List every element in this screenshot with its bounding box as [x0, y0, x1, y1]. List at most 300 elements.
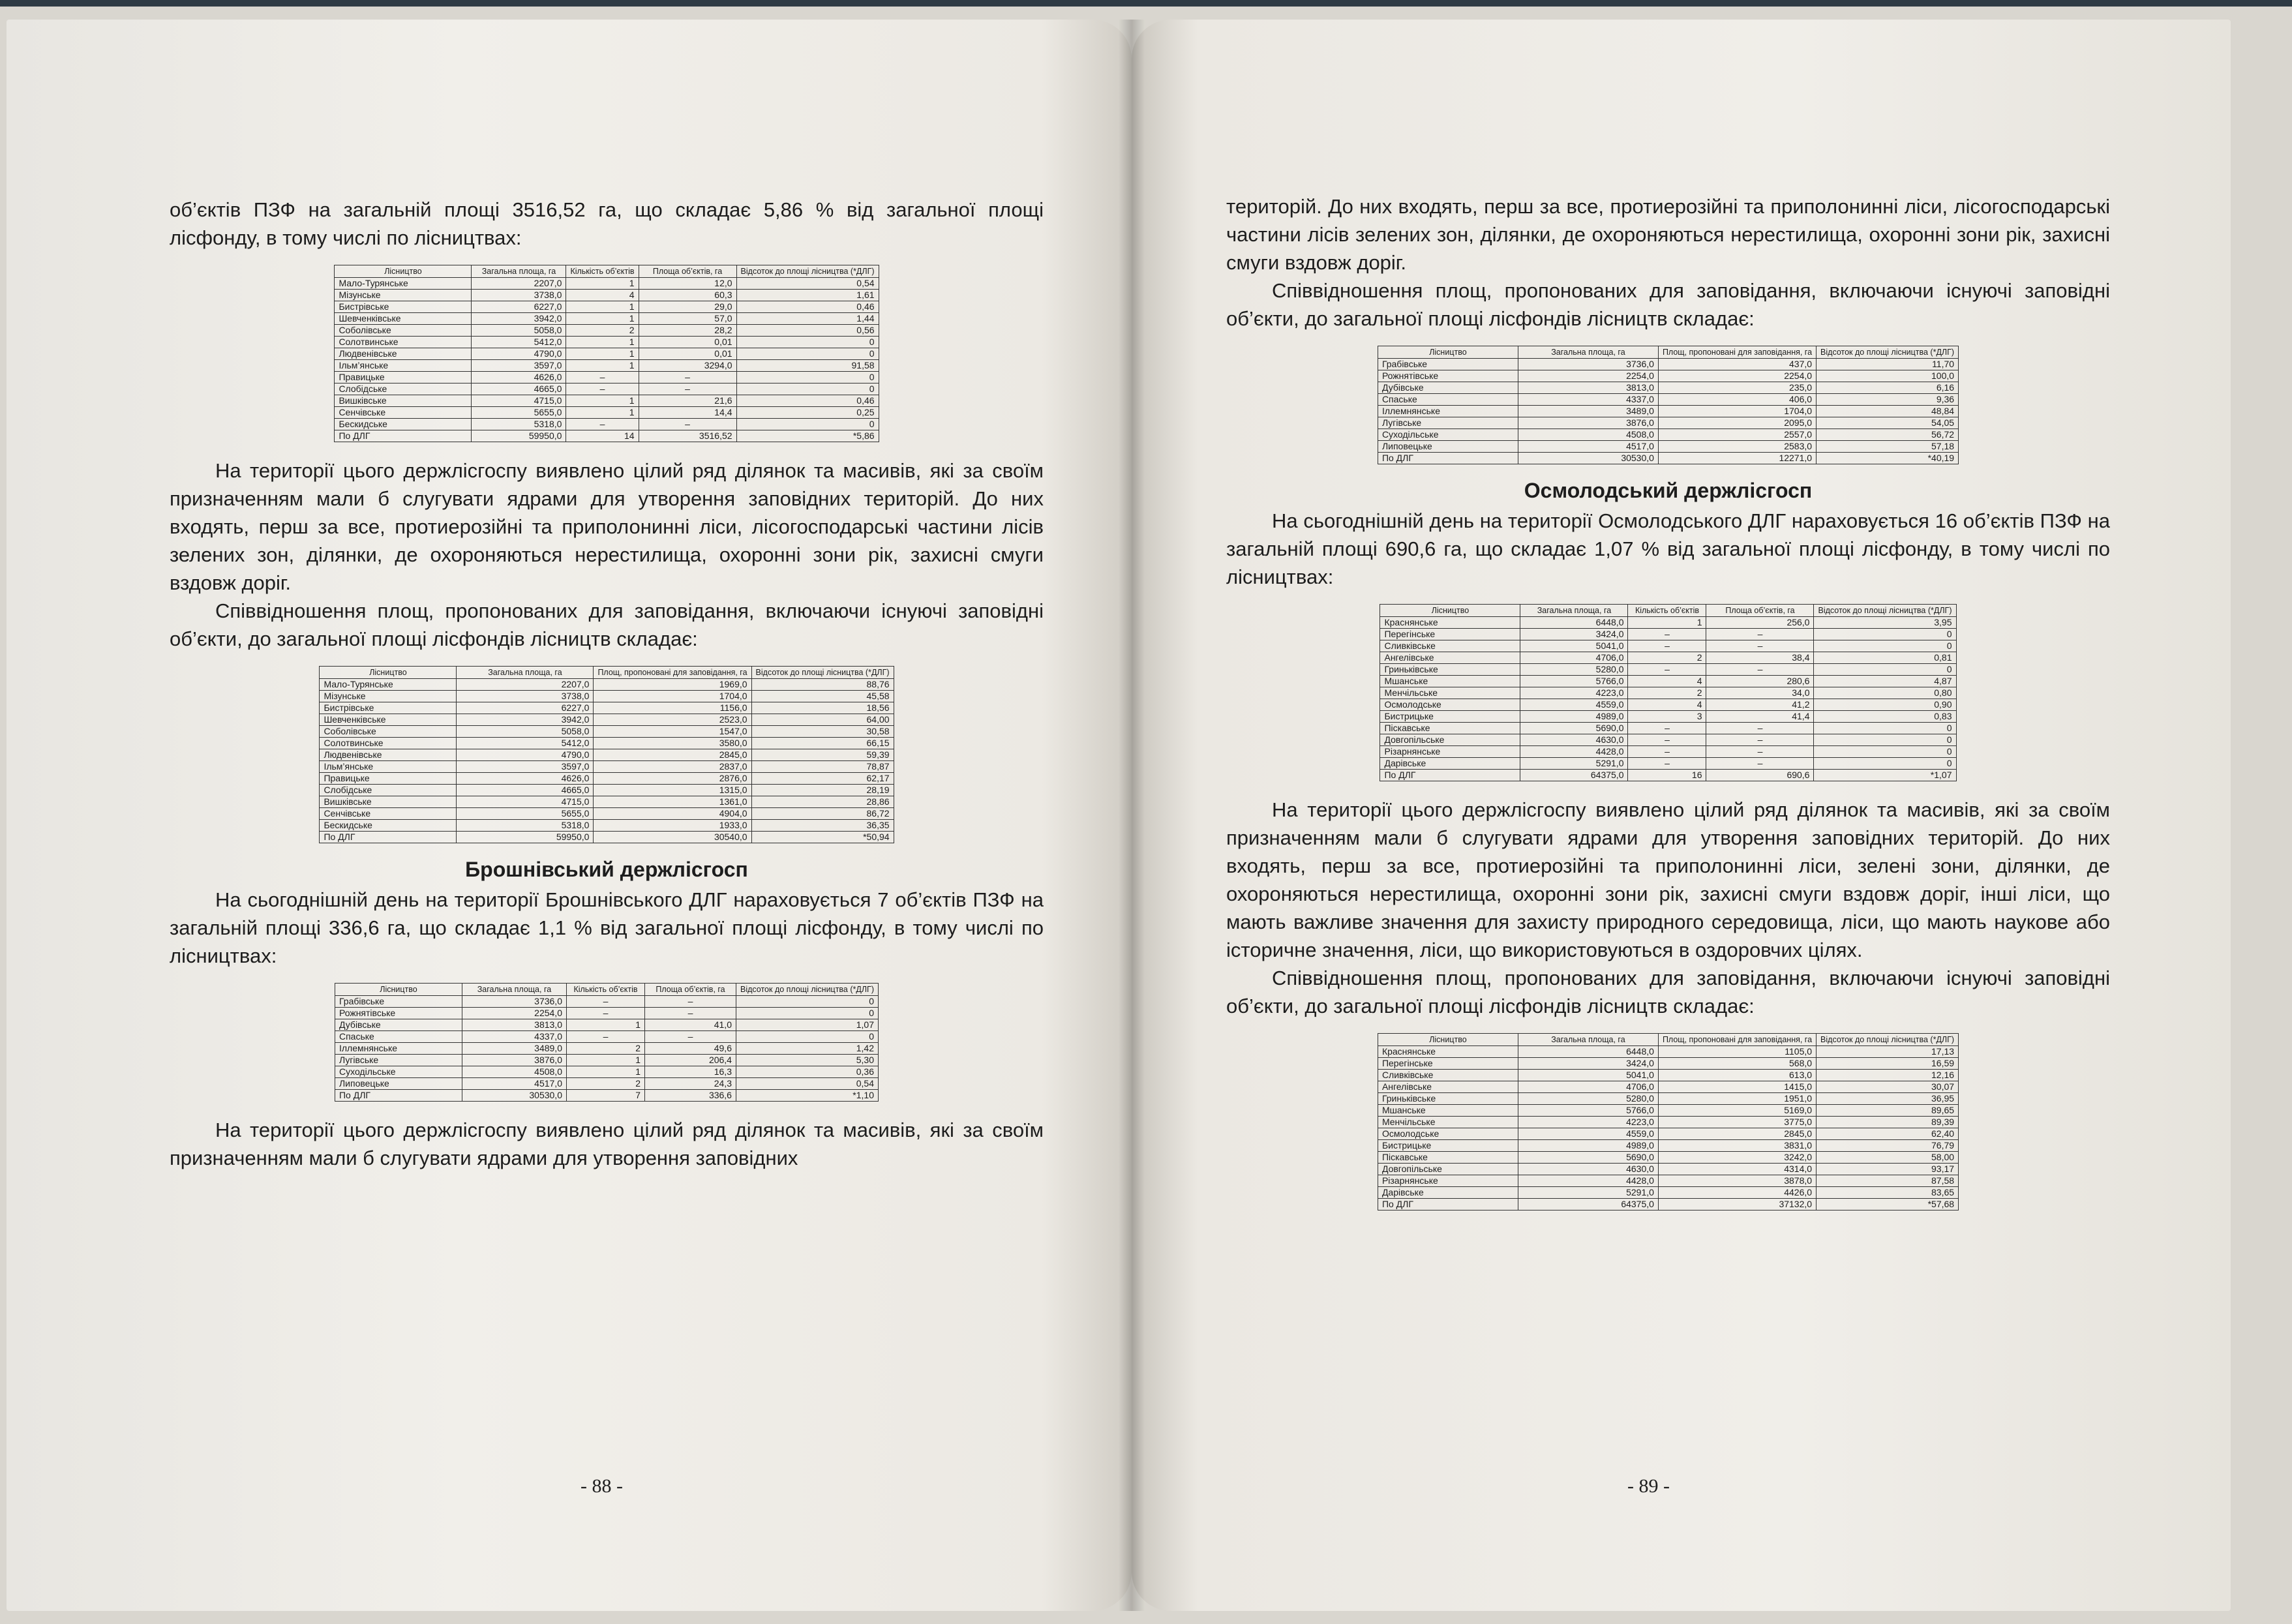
table-cell: 2: [1628, 652, 1706, 664]
table-cell: 0,25: [736, 407, 879, 419]
table-cell: 11,70: [1817, 359, 1959, 370]
table-cell: 235,0: [1658, 382, 1816, 394]
table-cell: 1969,0: [594, 679, 751, 691]
table-cell: Іллемнянське: [335, 1043, 462, 1055]
table-cell: *50,94: [751, 832, 894, 843]
table-cell: 613,0: [1658, 1070, 1816, 1081]
table-cell: Липовецьке: [335, 1078, 462, 1090]
table-cell: 1105,0: [1658, 1046, 1816, 1058]
table-cell: 62,40: [1817, 1128, 1959, 1140]
table-cell: 5169,0: [1658, 1105, 1816, 1117]
table-cell: Правицьке: [335, 372, 472, 383]
table-cell: 1315,0: [594, 785, 751, 796]
table-cell: 0: [1814, 758, 1956, 770]
table-row: [1380, 629, 1956, 640]
table-row: [1378, 359, 1958, 370]
table-row: [335, 430, 879, 442]
table-cell: Спаське: [1378, 394, 1518, 406]
table-cell: 17,13: [1817, 1046, 1959, 1058]
table-cell: 89,39: [1817, 1117, 1959, 1128]
table-cell: 18,56: [751, 702, 894, 714]
table-header-row: [335, 265, 879, 278]
table-cell: 0,83: [1814, 711, 1956, 723]
table-row: [1378, 441, 1958, 453]
table-header-cell: Площ, пропоновані для заповідання, га: [594, 667, 751, 679]
table-cell: 4989,0: [1520, 711, 1628, 723]
table-cell: Лугівське: [1378, 417, 1518, 429]
table-cell: *40,19: [1817, 453, 1959, 464]
table-header-cell: Відсоток до площі лісництва (*ДЛГ): [1817, 346, 1959, 359]
table-cell: 0: [1814, 746, 1956, 758]
table-cell: 12,0: [639, 278, 736, 290]
table-header-cell: Загальна площа, га: [472, 265, 566, 278]
table-cell: Мало-Турянське: [335, 278, 472, 290]
table-header-cell: Кількість об’єктів: [566, 265, 639, 278]
table-header-cell: Відсоток до площі лісництва (*ДЛГ): [1817, 1034, 1959, 1046]
right-table-1: [1378, 346, 1959, 464]
table-cell: 93,17: [1817, 1164, 1959, 1175]
table-cell: 256,0: [1706, 617, 1814, 629]
table-cell: 5280,0: [1520, 664, 1628, 676]
table-cell: –: [1706, 758, 1814, 770]
table-header-cell: Лісництво: [335, 984, 462, 996]
table-row: [1378, 429, 1958, 441]
table-row: [320, 832, 894, 843]
table-row: [1380, 723, 1956, 734]
table-cell: 0: [736, 372, 879, 383]
table-row: [1378, 1081, 1958, 1093]
table-cell: 4337,0: [462, 1031, 566, 1043]
table-row: [1378, 1105, 1958, 1117]
table-cell: 3942,0: [472, 313, 566, 325]
table-row: [335, 407, 879, 419]
table-cell: 2837,0: [594, 761, 751, 773]
table-cell: Ангелівське: [1380, 652, 1520, 664]
table-cell: 4626,0: [472, 372, 566, 383]
table-cell: Менчільське: [1378, 1117, 1518, 1128]
table-row: [320, 820, 894, 832]
table-row: [335, 1031, 878, 1043]
table-cell: 1: [566, 360, 639, 372]
table-row: [320, 702, 894, 714]
table-row: [335, 996, 878, 1008]
table-cell: 3: [1628, 711, 1706, 723]
table-cell: Вишківське: [335, 395, 472, 407]
table-cell: 4314,0: [1658, 1164, 1816, 1175]
table-cell: 4790,0: [472, 348, 566, 360]
table-header-row: [1378, 1034, 1958, 1046]
table-cell: 76,79: [1817, 1140, 1959, 1152]
table-cell: Мшанське: [1380, 676, 1520, 687]
table-row: [1380, 711, 1956, 723]
table-cell: Гриньківське: [1380, 664, 1520, 676]
table-cell: 2254,0: [1658, 370, 1816, 382]
table-row: [335, 301, 879, 313]
table-cell: По ДЛГ: [335, 1090, 462, 1102]
table-row: [335, 1019, 878, 1031]
table-cell: Людвенівське: [320, 749, 457, 761]
table-row: [1378, 1152, 1958, 1164]
table-cell: 86,72: [751, 808, 894, 820]
table-cell: 2845,0: [1658, 1128, 1816, 1140]
table-cell: 30530,0: [462, 1090, 566, 1102]
table-cell: 0: [736, 383, 879, 395]
table-cell: 14: [566, 430, 639, 442]
table-cell: Шевченківське: [335, 313, 472, 325]
table-cell: –: [1706, 664, 1814, 676]
table-cell: 1361,0: [594, 796, 751, 808]
table-cell: 3516,52: [639, 430, 736, 442]
table-cell: 4630,0: [1520, 734, 1628, 746]
table-cell: 1: [566, 1066, 644, 1078]
table-cell: –: [1706, 629, 1814, 640]
table-cell: 2: [566, 325, 639, 337]
left-page: [7, 20, 1132, 1611]
table-cell: Шевченківське: [320, 714, 457, 726]
right-paragraph-3: На сьогоднішній день на території Осмолодського ДЛГ нараховується 16 об’єктів ПЗФ на загальній площі 690,6 га, що складає 1,07 % від загальної площі лісфонду, в тому числі по лісництвах:: [1226, 509, 2110, 588]
table-cell: 5412,0: [472, 337, 566, 348]
table-header-cell: Загальна площа, га: [457, 667, 594, 679]
table-cell: 62,17: [751, 773, 894, 785]
table-cell: 30530,0: [1518, 453, 1658, 464]
table-cell: Сенчівське: [335, 407, 472, 419]
left-table-3: [335, 983, 879, 1102]
table-cell: –: [639, 383, 736, 395]
table-cell: 0,46: [736, 395, 879, 407]
table-cell: 0,36: [736, 1066, 878, 1078]
table-cell: 2845,0: [594, 749, 751, 761]
table-cell: Бистрицьке: [1380, 711, 1520, 723]
table-cell: 4630,0: [1518, 1164, 1658, 1175]
table-cell: Дарівське: [1378, 1187, 1518, 1199]
table-header-cell: Кількість об’єктів: [1628, 605, 1706, 617]
table-cell: 3942,0: [457, 714, 594, 726]
table-cell: 4428,0: [1520, 746, 1628, 758]
table-cell: По ДЛГ: [335, 430, 472, 442]
table-cell: –: [1706, 746, 1814, 758]
table-header-cell: Лісництво: [1378, 1034, 1518, 1046]
table-row: [335, 395, 879, 407]
table-row: [1378, 394, 1958, 406]
table-cell: 54,05: [1817, 417, 1959, 429]
table-cell: *1,07: [1814, 770, 1956, 781]
table-cell: 3813,0: [462, 1019, 566, 1031]
table-row: [335, 290, 879, 301]
table-row: [335, 325, 879, 337]
table-cell: 0,01: [639, 337, 736, 348]
table-row: [1380, 676, 1956, 687]
table-cell: 1704,0: [1658, 406, 1816, 417]
table-cell: 5041,0: [1520, 640, 1628, 652]
table-cell: Мшанське: [1378, 1105, 1518, 1117]
table-cell: *57,68: [1817, 1199, 1959, 1210]
table-cell: Осмолодське: [1378, 1128, 1518, 1140]
table-row: [320, 691, 894, 702]
table-cell: 406,0: [1658, 394, 1816, 406]
table-cell: 60,3: [639, 290, 736, 301]
table-cell: 12271,0: [1658, 453, 1816, 464]
table-row: [1378, 1117, 1958, 1128]
table-cell: 1704,0: [594, 691, 751, 702]
table-cell: 0: [736, 348, 879, 360]
table-cell: 34,0: [1706, 687, 1814, 699]
left-paragraph-4: На території цього держлісгоспу виявлено цілий ряд ділянок та масивів, які за своїм призначенням мали б слугувати ядрами для утворення заповідних: [170, 1119, 1044, 1169]
table-cell: 30,58: [751, 726, 894, 738]
table-row: [1378, 417, 1958, 429]
table-row: [335, 1043, 878, 1055]
table-cell: Дубівське: [1378, 382, 1518, 394]
table-cell: 2254,0: [1518, 370, 1658, 382]
table-cell: Рожнятівське: [1378, 370, 1518, 382]
table-row: [1378, 382, 1958, 394]
table-cell: 2207,0: [457, 679, 594, 691]
table-row: [1380, 699, 1956, 711]
table-row: [1378, 1164, 1958, 1175]
table-row: [1380, 640, 1956, 652]
table-cell: 91,58: [736, 360, 879, 372]
table-cell: 2207,0: [472, 278, 566, 290]
table-cell: 5318,0: [472, 419, 566, 430]
table-cell: 2: [1628, 687, 1706, 699]
table-row: [320, 749, 894, 761]
table-cell: –: [1628, 640, 1706, 652]
table-cell: 16,59: [1817, 1058, 1959, 1070]
left-table-1: [334, 265, 879, 442]
table-cell: Піскавське: [1378, 1152, 1518, 1164]
table-row: [1378, 1128, 1958, 1140]
table-cell: Різарнянське: [1380, 746, 1520, 758]
table-cell: 5041,0: [1518, 1070, 1658, 1081]
table-cell: 16: [1628, 770, 1706, 781]
table-cell: 5655,0: [472, 407, 566, 419]
table-cell: 3876,0: [1518, 417, 1658, 429]
table-cell: 1951,0: [1658, 1093, 1816, 1105]
table-cell: 41,2: [1706, 699, 1814, 711]
right-paragraph-1: територій. До них входять, перш за все, протиерозійні та приполонинні ліси, лісогосподарські частини лісів зелених зон, ділянки, де охороняються нерестилища, охоронні зони рік, захисні смуги вздовж доріг.: [1226, 195, 2110, 274]
table-cell: 6448,0: [1518, 1046, 1658, 1058]
table-row: [335, 1078, 878, 1090]
table-header-cell: Відсоток до площі лісництва (*ДЛГ): [736, 265, 879, 278]
table-cell: 0: [736, 337, 879, 348]
table-cell: 7: [566, 1090, 644, 1102]
table-cell: Менчільське: [1380, 687, 1520, 699]
table-row: [1378, 1046, 1958, 1058]
table-row: [1380, 617, 1956, 629]
table-cell: 5291,0: [1518, 1187, 1658, 1199]
table-cell: 3424,0: [1520, 629, 1628, 640]
table-cell: 4517,0: [1518, 441, 1658, 453]
table-cell: 2095,0: [1658, 417, 1816, 429]
table-cell: 1: [566, 1055, 644, 1066]
right-table-3: [1378, 1033, 1959, 1210]
right-paragraph-4: На території цього держлісгоспу виявлено цілий ряд ділянок та масивів, які за своїм призначенням мали б слугувати ядрами для утворення заповідних територій. До них входять, перш за все, протиерозійні та приполонинні ліси, зелені зони, ділянки, де охороняються нерестилища, охоронні зони рік, захисні смуги вздовж доріг, інші ліси, що мають важливе значення для захисту природного середовища, ліси, що мають наукове або історичне значення, ліси, що використовуються в оздоровчих цілях.: [1226, 798, 2110, 961]
table-cell: Мізунське: [335, 290, 472, 301]
table-cell: 5,30: [736, 1055, 878, 1066]
table-cell: 4904,0: [594, 808, 751, 820]
table-cell: Солотвинське: [335, 337, 472, 348]
table-cell: Лугівське: [335, 1055, 462, 1066]
table-header-cell: Площ, пропоновані для заповідання, га: [1658, 346, 1816, 359]
table-cell: –: [1706, 640, 1814, 652]
table-row: [1378, 1199, 1958, 1210]
table-row: [1378, 1070, 1958, 1081]
table-cell: 5766,0: [1520, 676, 1628, 687]
table-header-cell: Відсоток до площі лісництва (*ДЛГ): [751, 667, 894, 679]
table-cell: 5766,0: [1518, 1105, 1658, 1117]
table-cell: Правицьке: [320, 773, 457, 785]
table-cell: 0,81: [1814, 652, 1956, 664]
table-row: [1378, 1058, 1958, 1070]
table-cell: 4989,0: [1518, 1140, 1658, 1152]
table-cell: 28,19: [751, 785, 894, 796]
table-cell: 41,0: [644, 1019, 736, 1031]
table-row: [320, 761, 894, 773]
table-row: [1380, 687, 1956, 699]
table-header-row: [1378, 346, 1958, 359]
table-cell: 36,35: [751, 820, 894, 832]
table-cell: –: [1628, 629, 1706, 640]
table-cell: 0,46: [736, 301, 879, 313]
table-cell: 0: [736, 419, 879, 430]
table-row: [1380, 664, 1956, 676]
table-cell: 1: [566, 395, 639, 407]
table-cell: Бескидське: [335, 419, 472, 430]
table-cell: 1156,0: [594, 702, 751, 714]
table-cell: 59,39: [751, 749, 894, 761]
table-cell: Іллемнянське: [1378, 406, 1518, 417]
table-row: [1380, 758, 1956, 770]
table-cell: Грабівське: [1378, 359, 1518, 370]
table-row: [320, 726, 894, 738]
table-cell: 0,90: [1814, 699, 1956, 711]
table-cell: 4665,0: [457, 785, 594, 796]
table-cell: 2557,0: [1658, 429, 1816, 441]
table-cell: 4790,0: [457, 749, 594, 761]
table-cell: Сливківське: [1378, 1070, 1518, 1081]
table-row: [335, 1055, 878, 1066]
table-cell: –: [1628, 746, 1706, 758]
table-cell: 4508,0: [1518, 429, 1658, 441]
table-cell: 5318,0: [457, 820, 594, 832]
table-cell: 3831,0: [1658, 1140, 1816, 1152]
table-cell: 5690,0: [1518, 1152, 1658, 1164]
table-cell: 4715,0: [457, 796, 594, 808]
table-cell: Піскавське: [1380, 723, 1520, 734]
table-cell: Липовецьке: [1378, 441, 1518, 453]
table-cell: 4508,0: [462, 1066, 566, 1078]
table-cell: –: [1706, 723, 1814, 734]
table-cell: 2583,0: [1658, 441, 1816, 453]
table-cell: 3597,0: [457, 761, 594, 773]
right-page-content: [1226, 192, 2110, 1225]
table-header-cell: Відсоток до площі лісництва (*ДЛГ): [1814, 605, 1956, 617]
table-cell: 3424,0: [1518, 1058, 1658, 1070]
table-cell: 3775,0: [1658, 1117, 1816, 1128]
table-row: [335, 372, 879, 383]
table-cell: 4426,0: [1658, 1187, 1816, 1199]
table-cell: –: [1628, 758, 1706, 770]
table-cell: 0,54: [736, 278, 879, 290]
table-header-cell: Кількість об’єктів: [566, 984, 644, 996]
table-cell: *5,86: [736, 430, 879, 442]
table-cell: Бистрицьке: [1378, 1140, 1518, 1152]
table-cell: –: [566, 1031, 644, 1043]
table-row: [1378, 453, 1958, 464]
table-cell: 3489,0: [462, 1043, 566, 1055]
table-cell: 1415,0: [1658, 1081, 1816, 1093]
table-cell: 14,4: [639, 407, 736, 419]
table-cell: 336,6: [644, 1090, 736, 1102]
table-cell: 16,3: [644, 1066, 736, 1078]
table-row: [320, 785, 894, 796]
table-cell: 3580,0: [594, 738, 751, 749]
table-header-cell: Загальна площа, га: [1518, 1034, 1658, 1046]
table-row: [1378, 406, 1958, 417]
table-cell: 3597,0: [472, 360, 566, 372]
table-header-cell: Відсоток до площі лісництва (*ДЛГ): [736, 984, 878, 996]
table-cell: 1: [566, 301, 639, 313]
table-cell: 3489,0: [1518, 406, 1658, 417]
table-header-cell: Площ, пропоновані для заповідання, га: [1658, 1034, 1816, 1046]
table-cell: 2523,0: [594, 714, 751, 726]
table-row: [335, 337, 879, 348]
table-cell: 4665,0: [472, 383, 566, 395]
table-row: [1378, 1140, 1958, 1152]
table-cell: Бистрівське: [335, 301, 472, 313]
table-cell: Гриньківське: [1378, 1093, 1518, 1105]
table-cell: –: [566, 419, 639, 430]
table-cell: –: [644, 1008, 736, 1019]
table-cell: 3876,0: [462, 1055, 566, 1066]
table-row: [320, 714, 894, 726]
table-cell: 0: [736, 1008, 878, 1019]
table-cell: 24,3: [644, 1078, 736, 1090]
table-cell: 280,6: [1706, 676, 1814, 687]
table-cell: –: [639, 372, 736, 383]
table-cell: 6227,0: [457, 702, 594, 714]
table-cell: 4706,0: [1518, 1081, 1658, 1093]
table-cell: 4428,0: [1518, 1175, 1658, 1187]
table-header-cell: Загальна площа, га: [462, 984, 566, 996]
table-cell: –: [566, 372, 639, 383]
table-cell: 3736,0: [462, 996, 566, 1008]
table-cell: 5412,0: [457, 738, 594, 749]
table-header-row: [320, 667, 894, 679]
table-cell: 4,87: [1814, 676, 1956, 687]
table-cell: 59950,0: [457, 832, 594, 843]
page-number-right: - 89 -: [1627, 1475, 1670, 1497]
left-intro-text: об’єктів ПЗФ на загальній площі 3516,52 га, що складає 5,86 % від загальної площі лісфонду, в тому числі по лісництвах:: [170, 198, 1044, 249]
section-heading-broshniv: Брошнівський держлісгосп: [465, 858, 748, 881]
table-cell: 4223,0: [1518, 1117, 1658, 1128]
table-cell: 5690,0: [1520, 723, 1628, 734]
table-row: [1378, 370, 1958, 382]
table-cell: 45,58: [751, 691, 894, 702]
table-cell: –: [1706, 734, 1814, 746]
table-row: [1378, 1093, 1958, 1105]
table-cell: 4626,0: [457, 773, 594, 785]
table-row: [1378, 1187, 1958, 1199]
table-cell: Перегінське: [1378, 1058, 1518, 1070]
table-header-cell: Лісництво: [1378, 346, 1518, 359]
table-cell: 0,54: [736, 1078, 878, 1090]
table-cell: –: [1628, 723, 1706, 734]
table-cell: 4: [566, 290, 639, 301]
table-cell: –: [1628, 734, 1706, 746]
table-cell: 4: [1628, 676, 1706, 687]
table-cell: 437,0: [1658, 359, 1816, 370]
table-cell: 206,4: [644, 1055, 736, 1066]
